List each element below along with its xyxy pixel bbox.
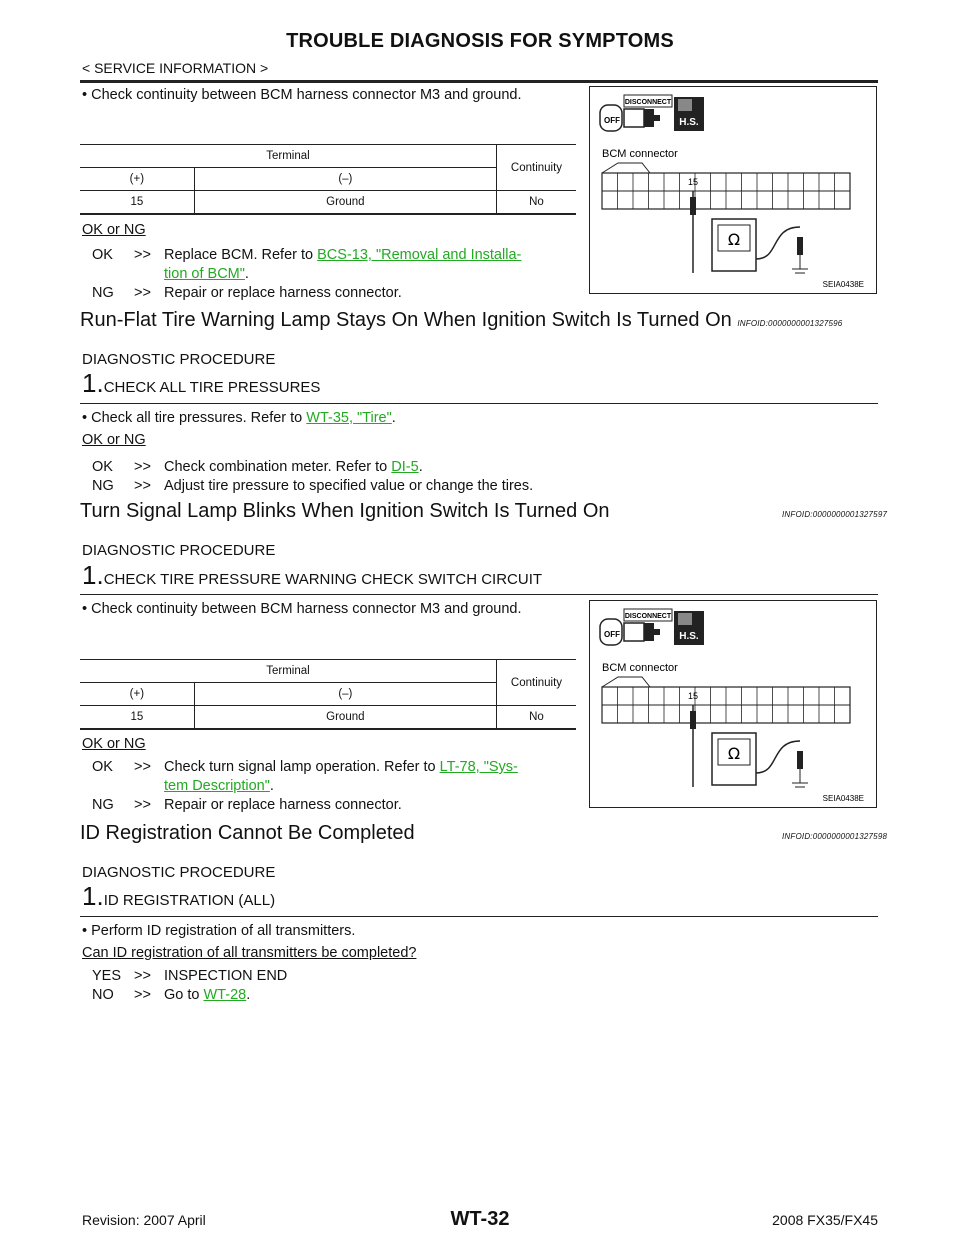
hs-icon [674, 97, 704, 131]
ng-key: NG [92, 285, 114, 301]
ok-result: OK >> Check turn signal lamp operation. Refer to LT-78, "Sys- tem Description". [92, 759, 518, 794]
step-rule [80, 594, 878, 595]
svg-text:DISCONNECT: DISCONNECT [624, 99, 672, 106]
table-cell: Ground [194, 191, 496, 215]
bullet-check-continuity: • Check continuity between BCM harness connector M3 and ground. [82, 87, 522, 103]
continuity-table [80, 659, 576, 730]
table-cell: 15 [80, 191, 194, 215]
bullet-check-continuity: • Check continuity between BCM harness connector M3 and ground. [82, 601, 522, 617]
bcm-connector-figure [589, 600, 877, 808]
svg-text:H.S.: H.S. [679, 631, 699, 642]
link-lt-78-cont[interactable]: tem Description" [164, 778, 270, 794]
disconnect-icon [600, 95, 672, 131]
disconnect-icon [600, 609, 672, 645]
svg-text:DISCONNECT: DISCONNECT [624, 613, 672, 620]
ok-key: OK [92, 759, 113, 775]
svg-text:H.S.: H.S. [679, 117, 699, 128]
pin-label: 15 [688, 177, 699, 187]
header-rule [80, 80, 878, 83]
ohm-symbol: Ω [727, 744, 741, 763]
page-title: TROUBLE DIAGNOSIS FOR SYMPTOMS [286, 30, 674, 52]
ng-result: NG >> Repair or replace harness connector. [92, 797, 402, 813]
bcm-connector-diagram [590, 601, 876, 807]
ok-or-ng-label: OK or NG [82, 222, 146, 238]
step-rule [80, 403, 878, 404]
section-heading-turn-signal [80, 500, 890, 523]
info-id: INFOID:0000000001327598 [782, 832, 888, 841]
ok-key: OK [92, 459, 113, 475]
table-header-plus: (+) [80, 168, 194, 191]
link-bcs-13[interactable]: BCS-13, "Removal and Installa- [317, 247, 522, 263]
model-label: 2008 FX35/FX45 [772, 1212, 878, 1228]
diagnostic-procedure-label: DIAGNOSTIC PROCEDURE [82, 351, 276, 368]
yes-key: YES [92, 968, 122, 984]
ng-key: NG [92, 797, 114, 813]
link-lt-78[interactable]: LT-78, "Sys- [439, 759, 518, 775]
svg-text:OFF: OFF [604, 630, 620, 639]
diagnostic-procedure-label: DIAGNOSTIC PROCEDURE [82, 542, 276, 559]
no-key: NO [92, 987, 114, 1003]
table-cell: No [529, 711, 544, 723]
bcm-connector-diagram [590, 87, 876, 293]
ng-result: NG >> Adjust tire pressure to specified value or change the tires. [92, 478, 534, 494]
table-header-terminal: Terminal [80, 145, 496, 168]
link-wt-35[interactable]: WT-35, "Tire" [306, 410, 392, 426]
bullet-check-tire-pressures: • Check all tire pressures. Refer to WT-35, "Tire". [82, 410, 396, 426]
step-rule [80, 916, 878, 917]
step-title-text: ID REGISTRATION (ALL) [103, 892, 276, 909]
svg-text:OFF: OFF [604, 116, 620, 125]
connector-label: BCM connector [602, 662, 678, 674]
yes-result: YES >> INSPECTION END [92, 968, 288, 984]
ohm-symbol: Ω [727, 230, 741, 249]
bcm-connector-figure [589, 86, 877, 294]
ok-text: Replace BCM. Refer to [164, 247, 318, 263]
figure-code: SEIA0438E [822, 280, 864, 289]
pin-label: 15 [688, 691, 699, 701]
step-number: 1. [82, 881, 104, 911]
ng-result: NG >> Repair or replace harness connector. [92, 285, 402, 301]
step-1-title [82, 560, 542, 591]
heading-text: Turn Signal Lamp Blinks When Ignition Switch Is Turned On [80, 500, 610, 522]
table-header-terminal: Terminal [80, 660, 496, 683]
section-info: < SERVICE INFORMATION > [82, 60, 269, 76]
connector-label: BCM connector [602, 148, 678, 160]
page-number: WT-32 [450, 1208, 510, 1230]
table-cell: 15 [80, 706, 194, 730]
no-result: NO >> Go to WT-28. [92, 987, 251, 1003]
hs-icon [674, 611, 704, 645]
step-1-title [82, 881, 275, 912]
ng-key: NG [92, 478, 114, 494]
table-header-plus: (+) [80, 683, 194, 706]
heading-text: ID Registration Cannot Be Completed [80, 822, 415, 844]
ok-key: OK [92, 247, 113, 263]
bullet-perform-id-registration: • Perform ID registration of all transmitters. [82, 923, 356, 939]
step-title-text: CHECK TIRE PRESSURE WARNING CHECK SWITCH CIRCUIT [103, 571, 543, 588]
question-label: Can ID registration of all transmitters be completed? [82, 945, 417, 961]
step-title-text: CHECK ALL TIRE PRESSURES [103, 379, 321, 396]
table-cell: Ground [194, 706, 496, 730]
section-heading-run-flat [80, 309, 880, 332]
info-id: INFOID:0000000001327597 [782, 510, 888, 519]
table-header-minus: (–) [194, 168, 496, 191]
revision-label: Revision: 2007 April [82, 1212, 206, 1228]
link-di-5[interactable]: DI-5 [391, 459, 419, 475]
ok-result: OK >> Check combination meter. Refer to DI-5. [92, 459, 423, 475]
step-number: 1. [82, 560, 104, 590]
table-cell: No [529, 196, 544, 208]
link-bcs-13-cont[interactable]: tion of BCM" [164, 266, 245, 282]
continuity-table [80, 144, 576, 215]
ok-or-ng-label: OK or NG [82, 432, 146, 448]
table-header-minus: (–) [194, 683, 496, 706]
table-header-continuity: Continuity [496, 660, 576, 706]
ok-or-ng-label: OK or NG [82, 736, 146, 752]
step-1-title [82, 368, 320, 399]
table-header-continuity: Continuity [496, 145, 576, 191]
diagnostic-procedure-label: DIAGNOSTIC PROCEDURE [82, 864, 276, 881]
section-heading-id-registration [80, 822, 890, 845]
info-id: INFOID:0000000001327596 [737, 319, 843, 328]
figure-code: SEIA0438E [822, 794, 864, 803]
ok-result: OK >> Replace BCM. Refer to BCS-13, "Removal and Installa- tion of BCM". [92, 247, 522, 282]
link-wt-28[interactable]: WT-28 [203, 987, 247, 1003]
ng-text: Repair or replace harness connector. [164, 285, 402, 301]
heading-text: Run-Flat Tire Warning Lamp Stays On When Ignition Switch Is Turned On [80, 309, 732, 331]
step-number: 1. [82, 368, 104, 398]
